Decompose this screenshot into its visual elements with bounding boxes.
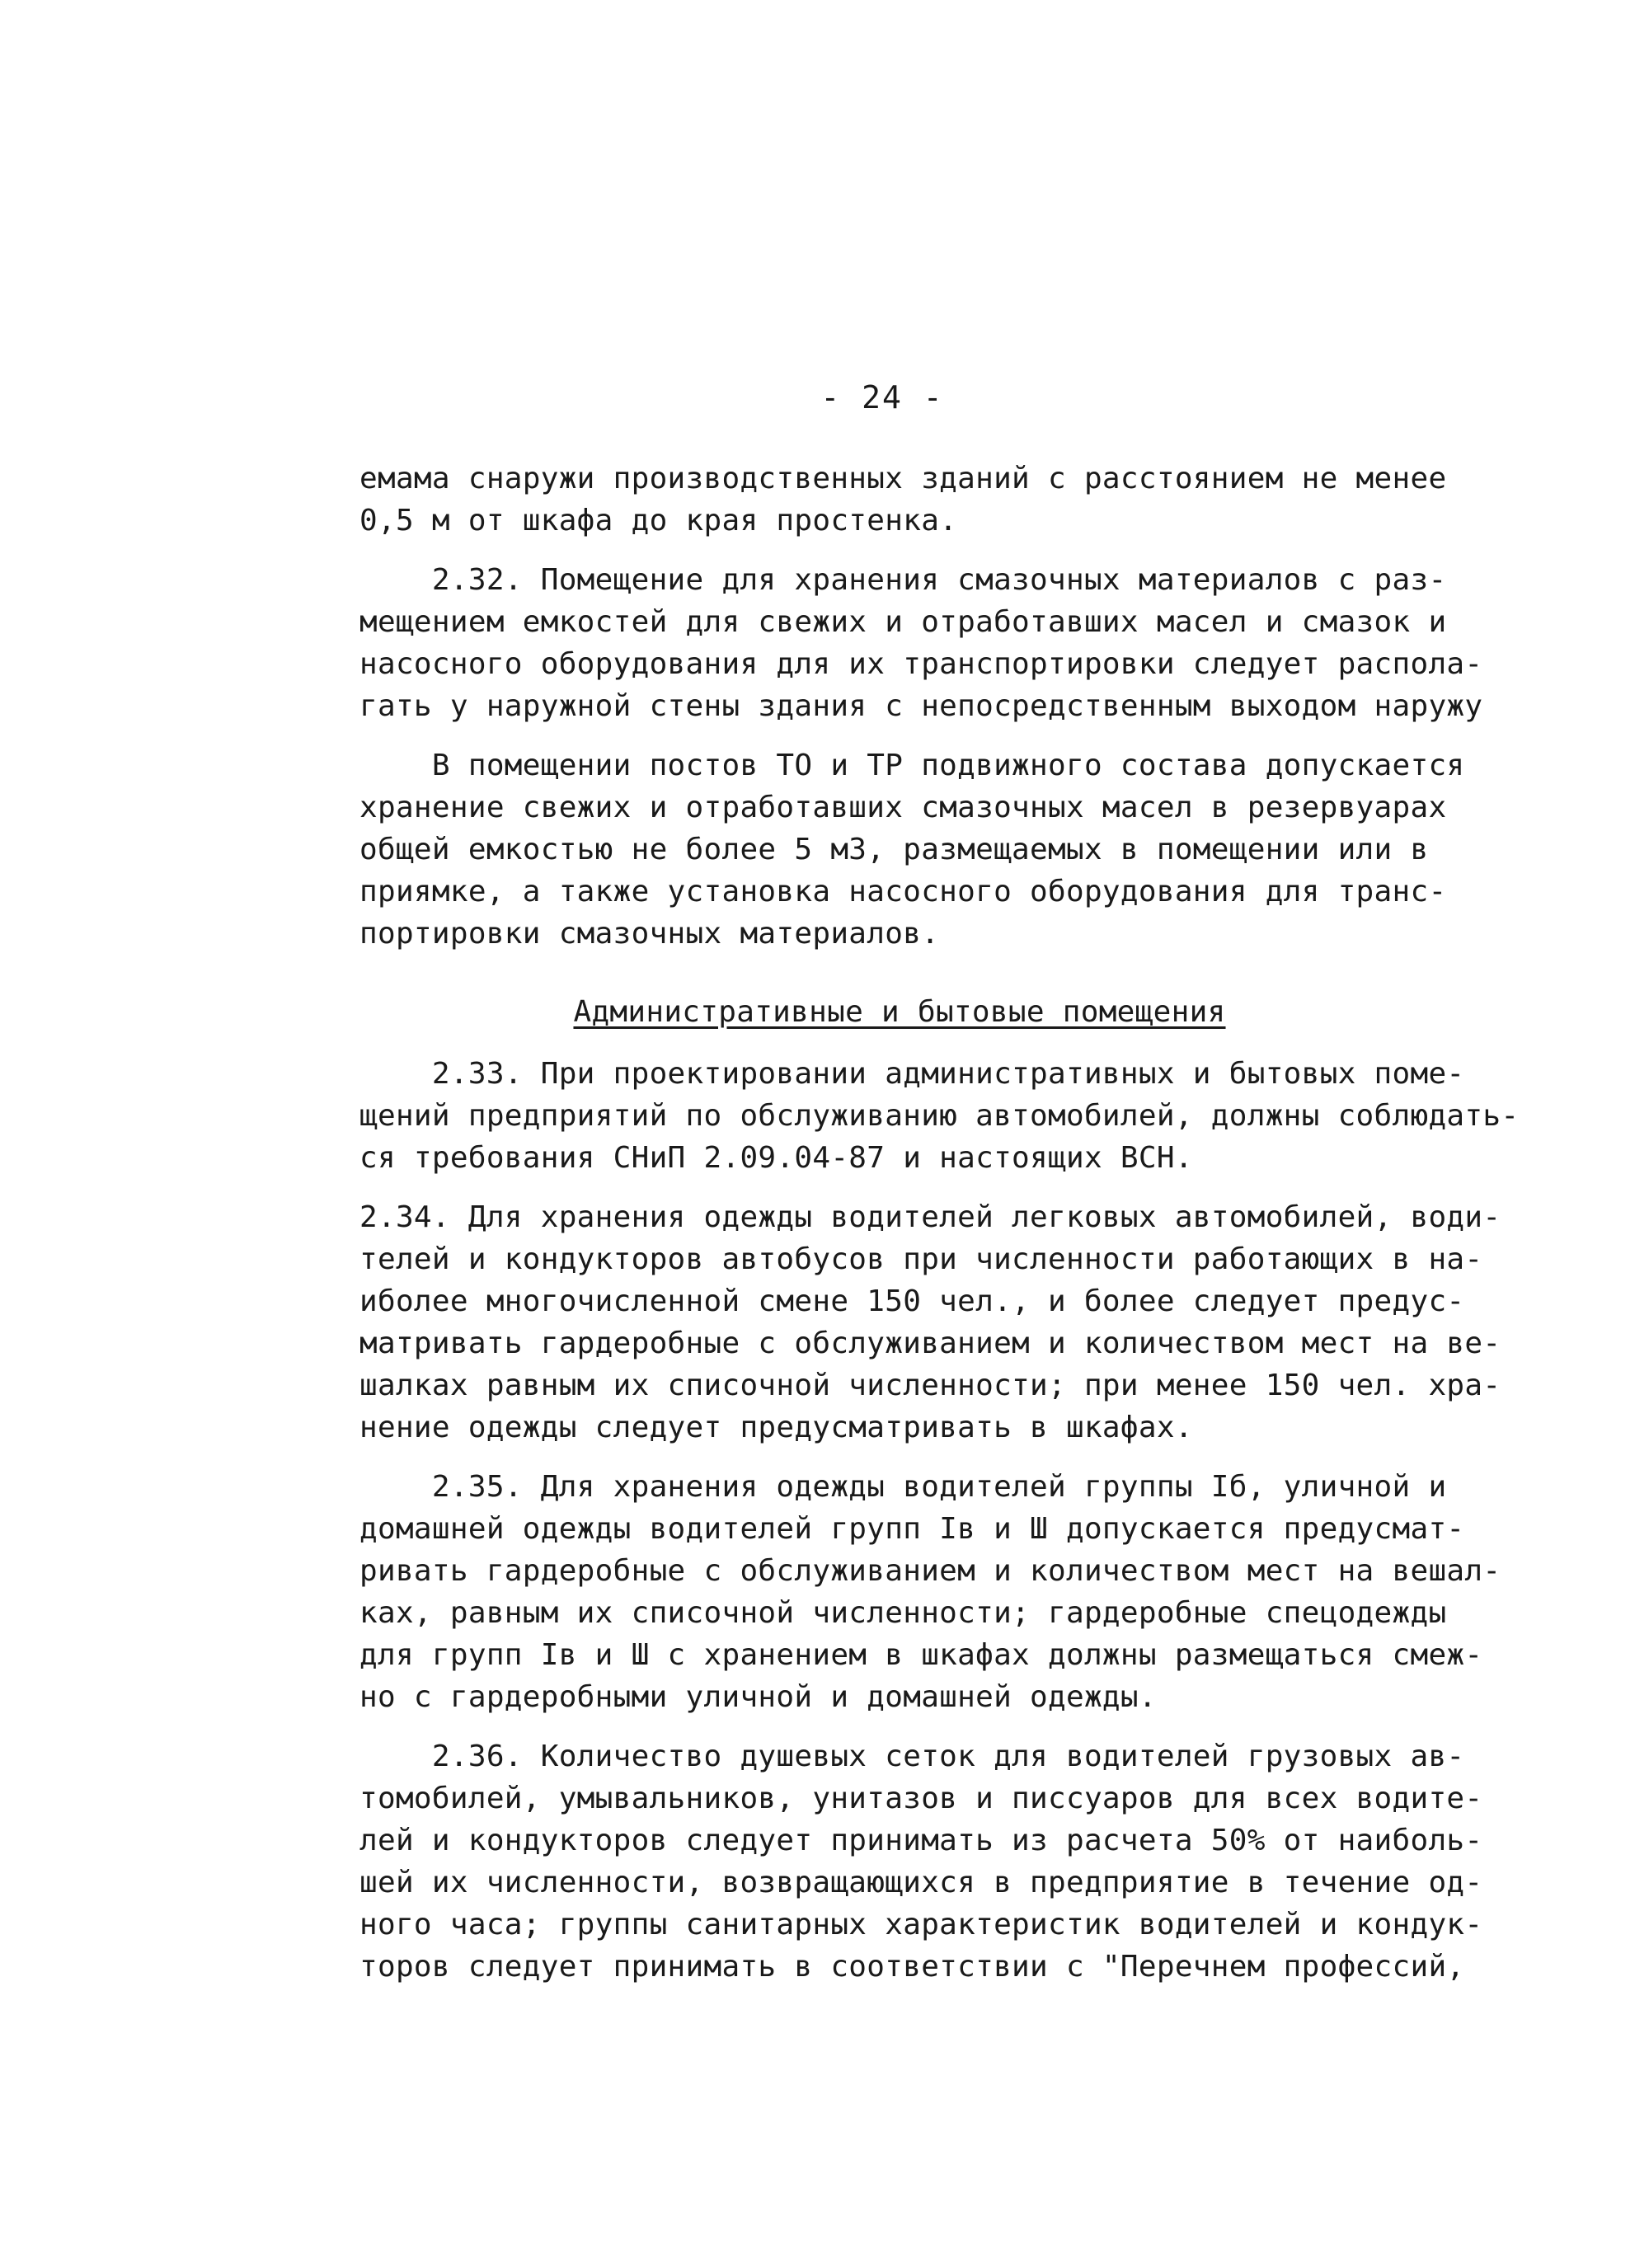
text-line: 2.34. Для хранения одежды водителей легковых автомобилей, води- (359, 1200, 1501, 1234)
page-number: - 24 - (820, 379, 944, 416)
text-line: но с гардеробными уличной и домашней одежды. (359, 1680, 1157, 1714)
text-line: гать у наружной стены здания с непосредственным выходом наружу (359, 689, 1483, 723)
text-line: щений предприятий по обслуживанию автомобилей, должны соблюдать- (359, 1099, 1520, 1133)
paragraph-continuation (359, 458, 1447, 542)
paragraph-2-33 (359, 1053, 1520, 1179)
text-line: ках, равным их списочной численности; гардеробные спецодежды (359, 1596, 1447, 1630)
text-line: шей их численности, возвращающихся в предприятие в течение од- (359, 1866, 1483, 1899)
text-line: матривать гардеробные с обслуживанием и количеством мест на ве- (359, 1327, 1501, 1360)
text-line: ся требования СНиП 2.09.04-87 и настоящих ВСН. (359, 1141, 1193, 1175)
text-line: торов следует принимать в соответствии с "Перечнем профессий, (359, 1950, 1465, 1984)
text-line: хранение свежих и отработавших смазочных масел в резервуарах (359, 791, 1447, 824)
text-line: домашней одежды водителей групп Iв и Ш допускается предусмат- (359, 1512, 1465, 1546)
text-line: для групп Iв и Ш с хранением в шкафах должны размещаться смеж- (359, 1638, 1483, 1672)
text-line: портировки смазочных материалов. (359, 917, 940, 951)
text-line: 2.36. Количество душевых сеток для водителей грузовых ав- (359, 1740, 1465, 1773)
text-line: ривать гардеробные с обслуживанием и количеством мест на вешал- (359, 1554, 1501, 1588)
text-line: 2.33. При проектировании административных и бытовых поме- (359, 1057, 1465, 1091)
text-line: телей и кондукторов автобусов при численности работающих в на- (359, 1242, 1483, 1276)
text-line: ного часа; группы санитарных характеристик водителей и кондук- (359, 1908, 1483, 1942)
text-line: мещением емкостей для свежих и отработавших масел и смазок и (359, 605, 1447, 639)
text-line: нение одежды следует предусматривать в шкафах. (359, 1411, 1193, 1444)
text-line: шалках равным их списочной численности; при менее 150 чел. хра- (359, 1369, 1501, 1402)
paragraph-2-32 (359, 559, 1483, 727)
paragraph-2-34 (359, 1196, 1501, 1449)
text-line: емама снаружи производственных зданий с расстоянием не менее (359, 462, 1447, 495)
text-line: общей емкостью не более 5 м3, размещаемых в помещении или в (359, 833, 1429, 866)
text-line: 2.35. Для хранения одежды водителей группы Iб, уличной и (359, 1470, 1447, 1504)
text-line: лей и кондукторов следует принимать из расчета 50% от наиболь- (359, 1824, 1483, 1857)
text-line: 0,5 м от шкафа до края простенка. (359, 504, 958, 538)
text-line: приямке, а также установка насосного оборудования для транс- (359, 875, 1447, 909)
paragraph-2-35 (359, 1466, 1501, 1718)
text-line: насосного оборудования для их транспортировки следует распола- (359, 647, 1483, 681)
text-line: В помещении постов ТО и ТР подвижного состава допускается (359, 749, 1465, 782)
paragraph-2-36 (359, 1735, 1483, 1988)
document-body (359, 458, 1520, 1988)
section-heading: Административные и бытовые помещения (573, 995, 1226, 1029)
text-line: 2.32. Помещение для хранения смазочных материалов с раз- (359, 563, 1447, 597)
text-line: томобилей, умывальников, унитазов и писсуаров для всех водите- (359, 1782, 1483, 1815)
text-line: иболее многочисленной смене 150 чел., и более следует предус- (359, 1284, 1465, 1318)
paragraph-storage-note (359, 744, 1465, 955)
